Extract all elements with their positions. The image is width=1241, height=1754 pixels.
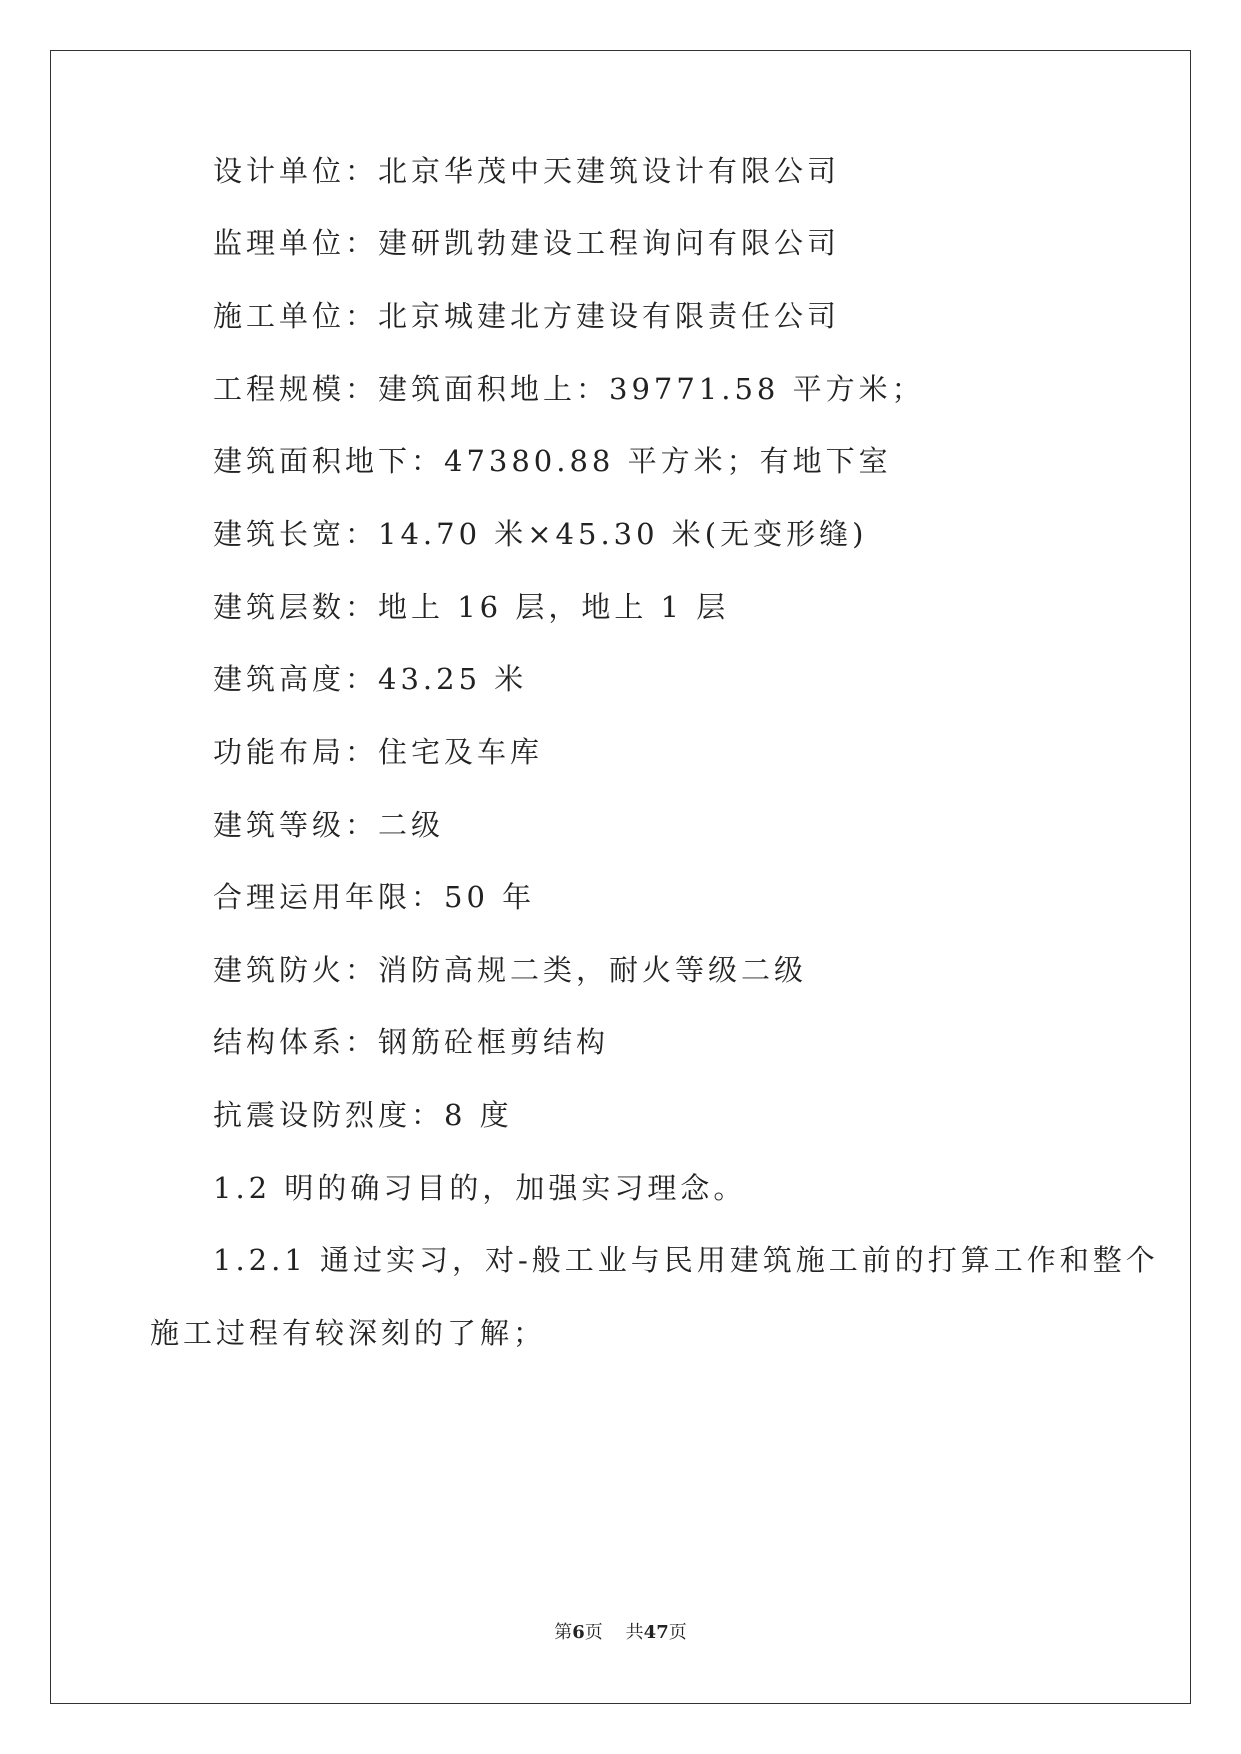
page-suffix: 页: [584, 1622, 603, 1643]
structural-system-line: 结构体系：钢筋砼框剪结构: [213, 1025, 610, 1059]
underground-area-line: 建筑面积地下：47380.88 平方米；有地下室: [213, 444, 892, 478]
service-life-line: 合理运用年限：50 年: [213, 880, 536, 914]
total-pages: 47: [643, 1622, 669, 1643]
paragraph-1-2-1-second-line: 施工过程有较深刻的了解；: [150, 1316, 547, 1350]
functional-layout-line: 功能布局：住宅及车库: [213, 735, 544, 769]
building-height-line: 建筑高度：43.25 米: [213, 662, 528, 696]
fire-protection-line: 建筑防火：消防高规二类，耐火等级二级: [213, 953, 808, 987]
total-prefix: 共: [625, 1622, 644, 1643]
supervision-unit-line: 监理单位：建研凯勃建设工程询问有限公司: [213, 226, 841, 260]
project-scale-line: 工程规模：建筑面积地上：39771.58 平方米；: [213, 372, 925, 406]
paragraph-1-2-1-first-line: 1.2.1 通过实习，对-般工业与民用建筑施工前的打算工作和整个: [213, 1243, 1159, 1277]
building-floors-line: 建筑层数：地上 16 层，地上 1 层: [213, 590, 730, 624]
page-number: 6: [572, 1622, 585, 1643]
page-prefix: 第: [554, 1622, 573, 1643]
section-heading-1-2: 1.2 明的确习目的，加强实习理念。: [213, 1171, 747, 1205]
construction-unit-line: 施工单位：北京城建北方建设有限责任公司: [213, 299, 841, 333]
design-unit-line: 设计单位：北京华茂中天建筑设计有限公司: [213, 154, 841, 188]
page-footer: [0, 1618, 1241, 1644]
total-suffix: 页: [668, 1622, 687, 1643]
building-grade-line: 建筑等级：二级: [213, 808, 445, 842]
seismic-intensity-line: 抗震设防烈度：8 度: [213, 1098, 513, 1132]
building-dimensions-line: 建筑长宽：14.70 米×45.30 米(无变形缝): [213, 517, 868, 551]
